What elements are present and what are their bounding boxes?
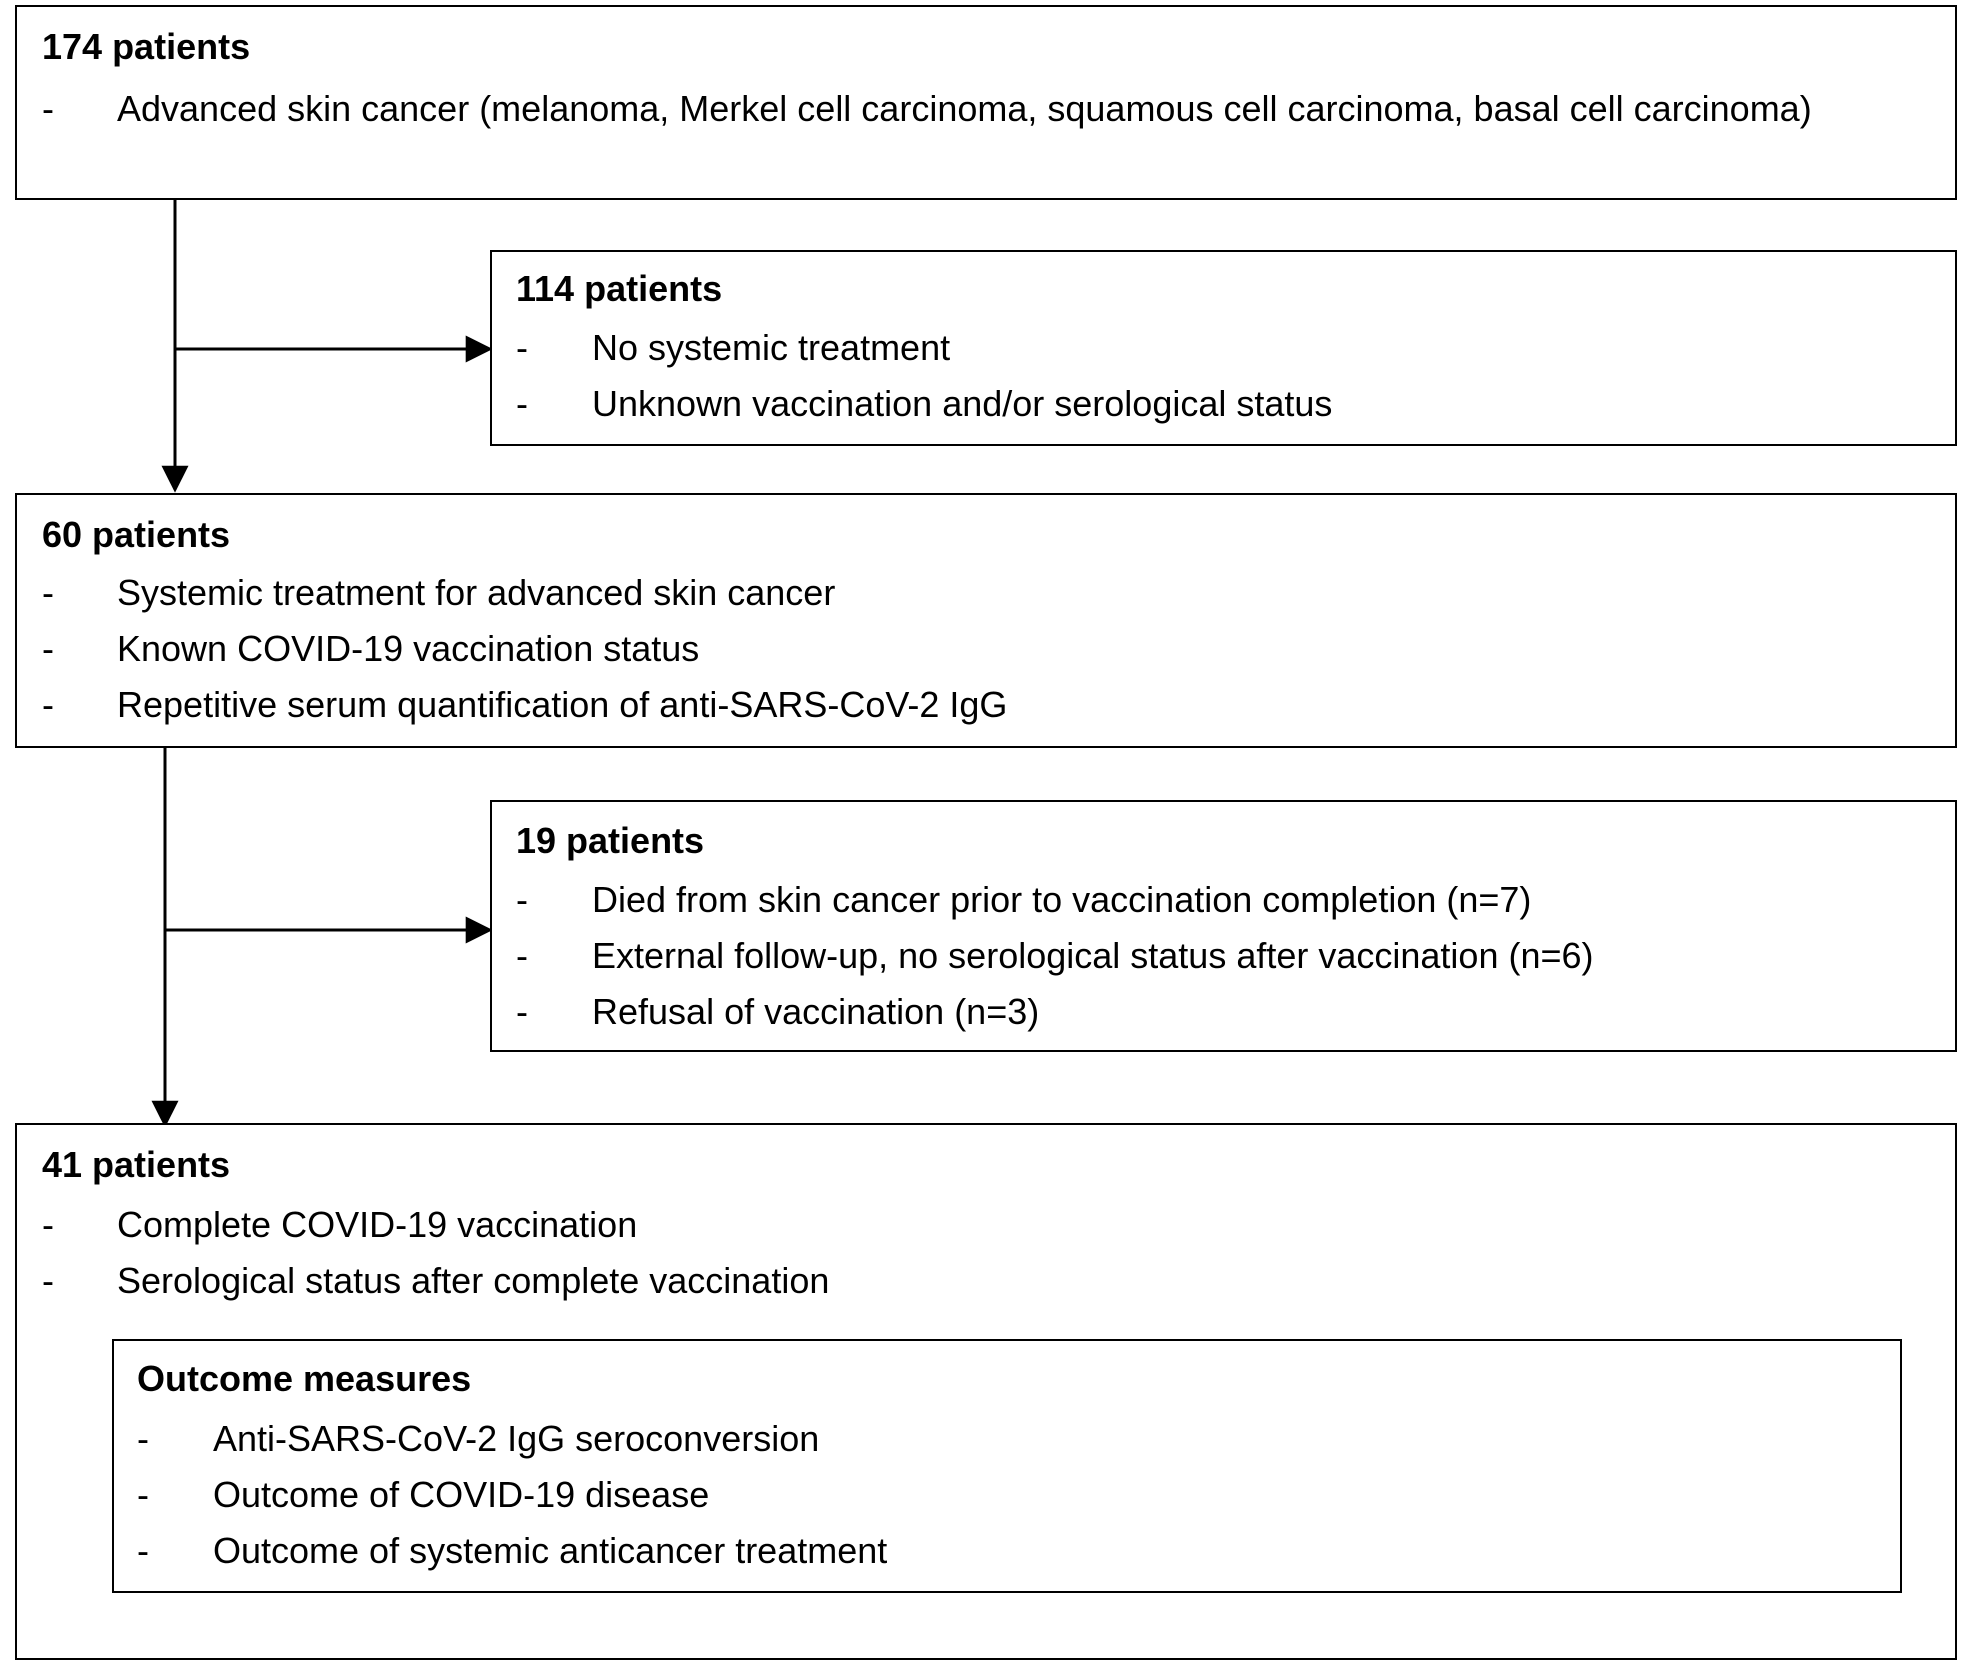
- final-cohort-title: 41 patients: [42, 1144, 231, 1185]
- bullet-dash: -: [516, 327, 528, 368]
- bullet-dash: -: [137, 1474, 149, 1515]
- outcome-measure-item: Anti-SARS-CoV-2 IgG seroconversion: [213, 1418, 820, 1459]
- second-exclusion-title: 19 patients: [516, 820, 705, 861]
- bullet-dash: -: [516, 879, 528, 920]
- bullet-dash: -: [516, 935, 528, 976]
- second-exclusion-reason: Refusal of vaccination (n=3): [592, 991, 1040, 1032]
- final-cohort-box: [15, 1123, 1957, 1660]
- outcome-measures-box: [112, 1339, 1902, 1593]
- bullet-dash: -: [42, 684, 54, 725]
- second-exclusion-reason: Died from skin cancer prior to vaccination completion (n=7): [592, 879, 1532, 920]
- final-cohort-criterion: Complete COVID-19 vaccination: [117, 1204, 638, 1245]
- outcome-measures-title: Outcome measures: [137, 1358, 472, 1399]
- outcome-measure-item: Outcome of COVID-19 disease: [213, 1474, 710, 1515]
- eligibility-criterion: Repetitive serum quantification of anti-SARS-CoV-2 IgG: [117, 684, 1008, 725]
- bullet-dash: -: [516, 991, 528, 1032]
- bullet-dash: -: [42, 88, 54, 129]
- first-exclusion-reason: Unknown vaccination and/or serological status: [592, 383, 1333, 424]
- initial-cohort-box: [15, 5, 1957, 200]
- bullet-dash: -: [137, 1418, 149, 1459]
- eligibility-criterion: Known COVID-19 vaccination status: [117, 628, 700, 669]
- bullet-dash: -: [137, 1530, 149, 1571]
- second-exclusion-box: [490, 800, 1957, 1052]
- first-exclusion-reason: No systemic treatment: [592, 327, 951, 368]
- bullet-dash: -: [42, 1204, 54, 1245]
- outcome-measure-item: Outcome of systemic anticancer treatment: [213, 1530, 888, 1571]
- eligible-cohort-box: [15, 493, 1957, 748]
- second-exclusion-reason: External follow-up, no serological status after vaccination (n=6): [592, 935, 1594, 976]
- final-cohort-criterion: Serological status after complete vaccination: [117, 1260, 830, 1301]
- initial-cohort-title: 174 patients: [42, 26, 251, 67]
- first-exclusion-box: [490, 250, 1957, 446]
- eligible-cohort-title: 60 patients: [42, 514, 231, 555]
- bullet-dash: -: [42, 628, 54, 669]
- bullet-dash: -: [42, 572, 54, 613]
- eligibility-criterion: Systemic treatment for advanced skin cancer: [117, 572, 836, 613]
- bullet-dash: -: [42, 1260, 54, 1301]
- first-exclusion-title: 114 patients: [516, 268, 723, 309]
- bullet-dash: -: [516, 383, 528, 424]
- initial-criterion: Advanced skin cancer (melanoma, Merkel cell carcinoma, squamous cell carcinoma, basal cell carcinoma): [117, 88, 1812, 129]
